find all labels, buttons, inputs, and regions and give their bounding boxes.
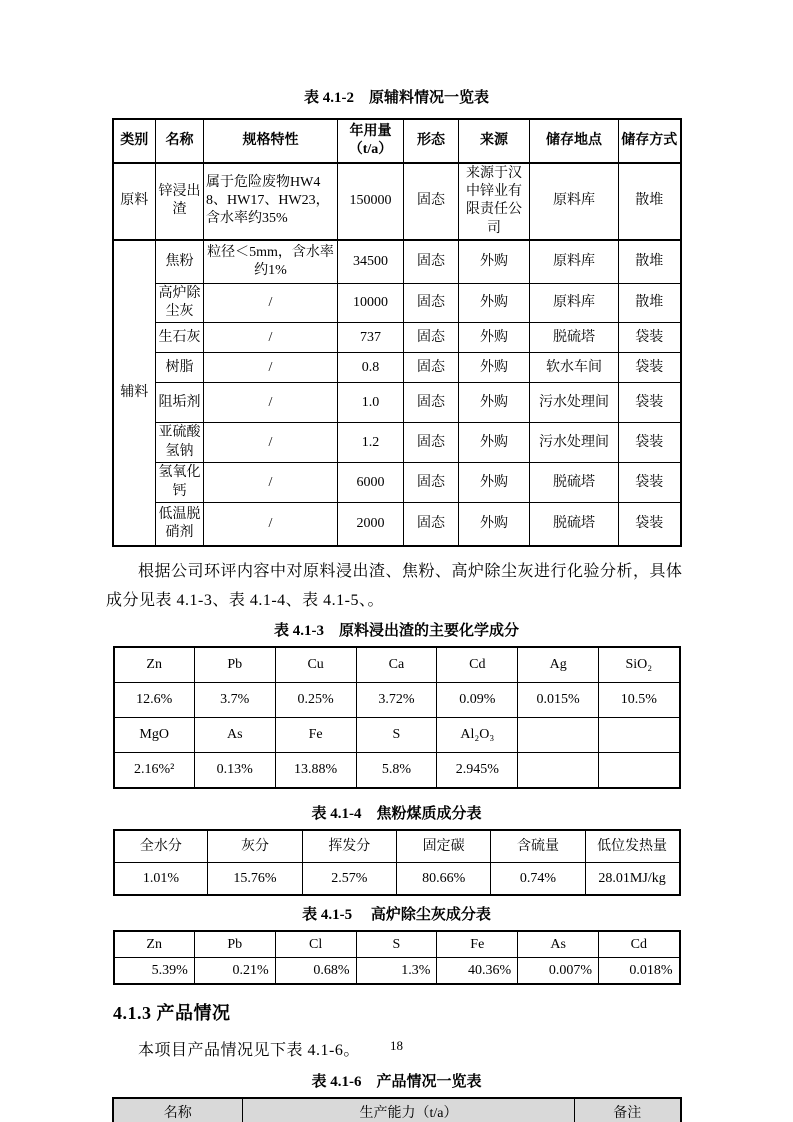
cell-element: SiO₂ [599,647,680,683]
table-header-row [113,119,681,163]
cell-source: 来源于汉中锌业有限责任公司 [459,163,530,240]
table-row [114,958,680,985]
column-header-storage: 储存方式 [619,119,681,163]
cell-element: Fe [437,931,518,958]
cell-amount: 150000 [338,163,404,240]
cell-category: 辅料 [113,240,156,546]
coke-powder-composition-table [113,829,681,896]
cell-element: Al₂O₃ [437,718,518,753]
leaching-residue-composition-table [113,646,681,789]
table-row [114,753,680,789]
products-table [112,1097,682,1122]
cell-value: 40.36% [437,958,518,985]
table-row [113,383,681,423]
cell-form: 固态 [404,353,459,383]
cell-element: S [356,931,437,958]
table-row [113,323,681,353]
cell-spec: / [204,353,338,383]
table-row [113,353,681,383]
cell-storage: 袋装 [619,353,681,383]
column-header-amount: 年用量（t/a） [338,119,404,163]
column-header-capacity: 生产能力（t/a） [243,1098,575,1122]
cell-source: 外购 [459,383,530,423]
table-row [113,503,681,547]
table-row [114,647,680,683]
cell-header: 灰分 [208,830,302,863]
cell-header: 挥发分 [302,830,396,863]
table-caption-4-1-5: 表 4.1-5 高炉除尘灰成分表 [302,907,491,924]
table-row [114,863,680,896]
table-header-row [114,830,680,863]
cell-form: 固态 [404,240,459,284]
cell-value: 2.945% [437,753,518,789]
table-caption-4-1-4: 表 4.1-4 焦粉煤质成分表 [311,806,482,823]
cell-location: 原料库 [530,283,619,322]
cell-source: 外购 [459,353,530,383]
cell-amount: 6000 [338,463,404,503]
cell-element: Zn [114,647,195,683]
cell-amount: 0.8 [338,353,404,383]
cell-element: Ag [518,647,599,683]
cell-source: 外购 [459,323,530,353]
cell-value: 0.13% [194,753,275,789]
cell-element: MgO [114,718,195,753]
column-header-form: 形态 [404,119,459,163]
cell-location: 污水处理间 [530,423,619,463]
cell-element [518,718,599,753]
cell-element: Cl [275,931,356,958]
cell-element: Pb [194,647,275,683]
cell-spec: / [204,423,338,463]
table-header-row [113,1098,681,1122]
section-heading: 4.1.3 产品情况 [113,1003,231,1024]
cell-storage: 袋装 [619,323,681,353]
table-caption-4-1-2: 表 4.1-2 原辅料情况一览表 [304,90,489,106]
cell-value: 0.21% [194,958,275,985]
cell-element [599,718,680,753]
cell-amount: 34500 [338,240,404,284]
cell-source: 外购 [459,503,530,547]
cell-value: 15.76% [208,863,302,896]
cell-value: 5.39% [114,958,195,985]
table-row [113,163,681,240]
cell-amount: 10000 [338,283,404,322]
cell-storage: 袋装 [619,383,681,423]
cell-form: 固态 [404,283,459,322]
cell-storage: 散堆 [619,283,681,322]
cell-element: Fe [275,718,356,753]
paragraph-analysis: 根据公司环评内容中对原料浸出渣、焦粉、高炉除尘灰进行化验分析，具体成分见表 4.1-3、表 4.1-4、表 4.1-5、。 [106,563,683,610]
column-header-product-name: 名称 [113,1098,243,1122]
column-header-source: 来源 [459,119,530,163]
cell-name: 锌浸出渣 [156,163,204,240]
cell-form: 固态 [404,163,459,240]
cell-value: 0.68% [275,958,356,985]
cell-element: Cd [437,647,518,683]
cell-value [599,753,680,789]
cell-location: 脱硫塔 [530,503,619,547]
column-header-remark: 备注 [575,1098,681,1122]
cell-spec: / [204,283,338,322]
cell-value: 12.6% [114,683,195,718]
cell-form: 固态 [404,323,459,353]
cell-form: 固态 [404,503,459,547]
cell-form: 固态 [404,463,459,503]
cell-value: 3.72% [356,683,437,718]
cell-spec: 粒径＜5mm，含水率约1% [204,240,338,284]
cell-source: 外购 [459,423,530,463]
paragraph-products: 本项目产品情况见下表 4.1-6。 [138,1042,360,1060]
cell-value: 1.3% [356,958,437,985]
cell-value: 10.5% [599,683,680,718]
table-row [113,423,681,463]
cell-value: 5.8% [356,753,437,789]
cell-amount: 1.2 [338,423,404,463]
cell-value: 0.09% [437,683,518,718]
cell-location: 污水处理间 [530,383,619,423]
cell-header: 全水分 [114,830,208,863]
column-header-category: 类别 [113,119,156,163]
cell-value: 1.01% [114,863,208,896]
cell-name: 生石灰 [156,323,204,353]
table-caption-4-1-6: 表 4.1-6 产品情况一览表 [311,1074,482,1091]
cell-location: 脱硫塔 [530,463,619,503]
table-header-row [114,931,680,958]
cell-value: 13.88% [275,753,356,789]
cell-element: As [518,931,599,958]
cell-storage: 袋装 [619,423,681,463]
cell-value: 80.66% [396,863,490,896]
table-row [113,463,681,503]
cell-location: 软水车间 [530,353,619,383]
cell-element: Pb [194,931,275,958]
cell-value [518,753,599,789]
cell-spec: / [204,383,338,423]
cell-header: 含硫量 [491,830,585,863]
cell-value: 28.01MJ/kg [585,863,679,896]
cell-name: 低温脱硝剂 [156,503,204,547]
cell-location: 原料库 [530,163,619,240]
page-number: 18 [390,1038,403,1053]
cell-storage: 袋装 [619,463,681,503]
cell-value: 2.57% [302,863,396,896]
cell-value: 0.007% [518,958,599,985]
column-header-name: 名称 [156,119,204,163]
table-caption-4-1-3: 表 4.1-3 原料浸出渣的主要化学成分 [274,623,519,640]
cell-amount: 2000 [338,503,404,547]
cell-location: 脱硫塔 [530,323,619,353]
cell-element: Cd [599,931,680,958]
cell-spec: / [204,503,338,547]
cell-name: 阻垢剂 [156,383,204,423]
column-header-location: 储存地点 [530,119,619,163]
cell-element: Cu [275,647,356,683]
cell-category: 原料 [113,163,156,240]
cell-header: 固定碳 [396,830,490,863]
raw-materials-table [112,118,682,547]
cell-header: 低位发热量 [585,830,679,863]
cell-element: As [194,718,275,753]
blast-furnace-dust-composition-table [113,930,681,985]
cell-source: 外购 [459,463,530,503]
cell-storage: 散堆 [619,163,681,240]
cell-amount: 737 [338,323,404,353]
table-row [114,718,680,753]
cell-name: 亚硫酸氢钠 [156,423,204,463]
cell-source: 外购 [459,240,530,284]
cell-element: Zn [114,931,195,958]
cell-spec: / [204,463,338,503]
cell-element: S [356,718,437,753]
cell-spec: 属于危险废物HW48、HW17、HW23，含水率约35% [204,163,338,240]
cell-name: 高炉除尘灰 [156,283,204,322]
cell-name: 树脂 [156,353,204,383]
cell-value: 2.16%² [114,753,195,789]
cell-amount: 1.0 [338,383,404,423]
cell-storage: 袋装 [619,503,681,547]
cell-location: 原料库 [530,240,619,284]
cell-spec: / [204,323,338,353]
cell-name: 焦粉 [156,240,204,284]
cell-source: 外购 [459,283,530,322]
cell-value: 0.018% [599,958,680,985]
cell-value: 3.7% [194,683,275,718]
cell-form: 固态 [404,423,459,463]
cell-storage: 散堆 [619,240,681,284]
column-header-spec: 规格特性 [204,119,338,163]
cell-value: 0.015% [518,683,599,718]
table-row [114,683,680,718]
cell-value: 0.74% [491,863,585,896]
cell-form: 固态 [404,383,459,423]
table-row [113,283,681,322]
cell-element: Ca [356,647,437,683]
cell-name: 氢氧化钙 [156,463,204,503]
table-row [113,240,681,284]
cell-value: 0.25% [275,683,356,718]
